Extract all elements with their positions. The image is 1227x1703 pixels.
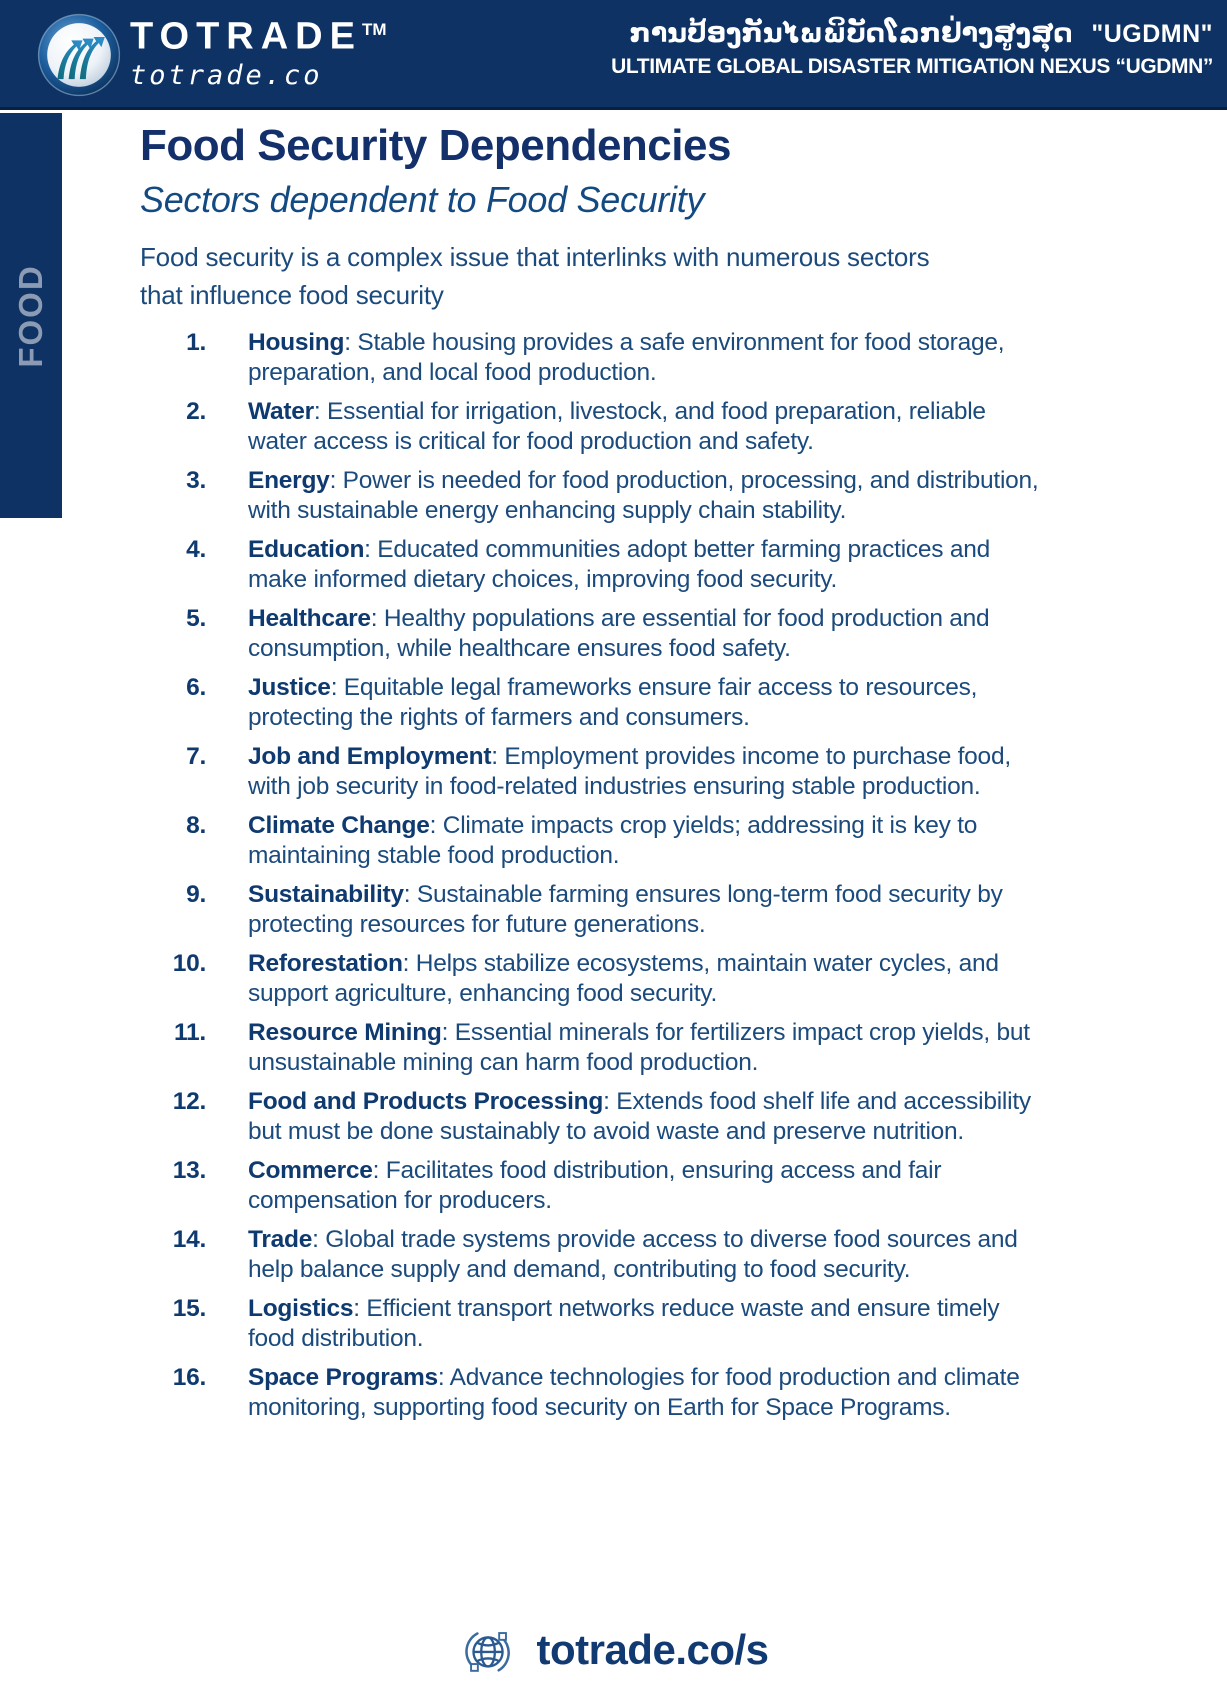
document-content xyxy=(140,118,1050,1432)
sector-description: : Educated communities adopt better farming practices and make informed dietary choices, improving food security. xyxy=(248,536,990,593)
sector-description: : Efficient transport networks reduce waste and ensure timely food distribution. xyxy=(248,1295,1000,1352)
sector-term: Job and Employment xyxy=(248,743,492,770)
sector-number: 6. xyxy=(186,674,206,701)
page-footer xyxy=(0,1619,1227,1681)
sector-description: : Sustainable farming ensures long-term food security by protecting resources for future generations. xyxy=(248,881,1003,938)
list-item xyxy=(140,328,1050,388)
sector-number: 15. xyxy=(172,1295,206,1322)
sector-description: : Advance technologies for food production and climate monitoring, supporting food security on Earth for Space Programs. xyxy=(248,1364,1020,1421)
sector-description: : Essential minerals for fertilizers impact crop yields, but unsustainable mining can harm food production. xyxy=(248,1019,1030,1076)
sector-number: 16. xyxy=(172,1364,206,1391)
sector-number: 9. xyxy=(186,881,206,908)
sector-term: Climate Change xyxy=(248,812,430,839)
brand-name xyxy=(130,8,400,59)
sector-term: Food and Products Processing xyxy=(248,1088,604,1115)
sector-number: 10. xyxy=(172,950,206,977)
sector-number: 11. xyxy=(174,1019,206,1046)
lao-tagline xyxy=(493,16,1213,52)
sector-description: : Equitable legal frameworks ensure fair access to resources, protecting the rights of farmers and consumers. xyxy=(248,674,978,731)
sector-term: Healthcare xyxy=(248,605,371,632)
list-item xyxy=(140,604,1050,664)
header-taglines xyxy=(493,16,1213,82)
sector-term: Sustainability xyxy=(248,881,404,908)
list-item xyxy=(140,535,1050,595)
footer-url[interactable]: totrade.co/s xyxy=(536,1626,769,1673)
sector-description: : Extends food shelf life and accessibility but must be done sustainably to avoid waste and preserve nutrition. xyxy=(248,1088,1031,1145)
list-item xyxy=(140,673,1050,733)
list-item xyxy=(140,1087,1050,1147)
list-item xyxy=(140,811,1050,871)
sector-term: Commerce xyxy=(248,1157,373,1184)
sector-number: 1. xyxy=(186,329,206,356)
list-item xyxy=(140,1294,1050,1354)
list-item xyxy=(140,397,1050,457)
sector-number: 13. xyxy=(172,1157,206,1184)
page-subtitle: Sectors dependent to Food Security xyxy=(140,179,705,220)
sector-description: : Power is needed for food production, processing, and distribution, with sustainable energy enhancing supply chain stability. xyxy=(248,467,1039,524)
sector-term: Resource Mining xyxy=(248,1019,442,1046)
category-sidebar xyxy=(0,113,62,518)
page-header xyxy=(0,0,1227,110)
globe-network-icon xyxy=(458,1619,520,1681)
lao-acronym: "UGDMN" xyxy=(1091,20,1213,48)
brand-name-text: TOTRADE xyxy=(130,15,362,58)
sector-number: 7. xyxy=(186,743,206,770)
sector-term: Housing xyxy=(248,329,345,356)
sidebar-category-label: FOOD xyxy=(12,263,49,368)
sector-term: Water xyxy=(248,398,314,425)
sector-dependency-list xyxy=(140,328,1050,1423)
list-item xyxy=(140,880,1050,940)
page-title: Food Security Dependencies xyxy=(140,121,731,170)
sector-number: 4. xyxy=(186,536,206,563)
brand-block xyxy=(130,8,400,102)
sector-description: : Employment provides income to purchase food, with job security in food-related industries ensuring stable production. xyxy=(248,743,1011,800)
list-item xyxy=(140,1363,1050,1423)
list-item xyxy=(140,1018,1050,1078)
sector-number: 5. xyxy=(186,605,206,632)
intro-paragraph: Food security is a complex issue that interlinks with numerous sectors that influence food security xyxy=(140,242,930,310)
list-item xyxy=(140,1225,1050,1285)
sector-term: Reforestation xyxy=(248,950,403,977)
sector-description: : Global trade systems provide access to diverse food sources and help balance supply and demand, contributing to food security. xyxy=(248,1226,1018,1283)
sector-number: 14. xyxy=(172,1226,206,1253)
list-item xyxy=(140,466,1050,526)
sector-description: : Stable housing provides a safe environment for food storage, preparation, and local food production. xyxy=(248,329,1005,386)
sector-term: Education xyxy=(248,536,365,563)
lao-tagline-text: ການປ້ອງກັນໄພພິບັດໂລກຢ່າງສູງສຸດ xyxy=(629,18,1073,49)
trademark-symbol: TM xyxy=(361,20,387,39)
sector-number: 8. xyxy=(186,812,206,839)
sector-description: : Climate impacts crop yields; addressing it is key to maintaining stable food production. xyxy=(248,812,978,869)
sector-description: : Facilitates food distribution, ensuring access and fair compensation for producers. xyxy=(248,1157,942,1214)
sector-description: : Essential for irrigation, livestock, and food preparation, reliable water access is critical for food production and safety. xyxy=(248,398,986,455)
sector-term: Trade xyxy=(248,1226,313,1253)
totrade-globe-arrows-logo-icon xyxy=(36,12,122,98)
sector-number: 2. xyxy=(186,398,206,425)
sector-term: Energy xyxy=(248,467,330,494)
sector-description: : Healthy populations are essential for food production and consumption, while healthcare ensures food safety. xyxy=(248,605,990,662)
sector-description: : Helps stabilize ecosystems, maintain water cycles, and support agriculture, enhancing food security. xyxy=(248,950,999,1007)
sector-number: 3. xyxy=(186,467,206,494)
list-item xyxy=(140,1156,1050,1216)
english-tagline: ULTIMATE GLOBAL DISASTER MITIGATION NEXUS “UGDMN” xyxy=(611,55,1213,78)
sector-number: 12. xyxy=(172,1088,206,1115)
sector-term: Space Programs xyxy=(248,1364,438,1391)
list-item xyxy=(140,949,1050,1009)
list-item xyxy=(140,742,1050,802)
sector-term: Logistics xyxy=(248,1295,354,1322)
brand-domain: totrade.co xyxy=(130,59,323,91)
sector-term: Justice xyxy=(248,674,331,701)
